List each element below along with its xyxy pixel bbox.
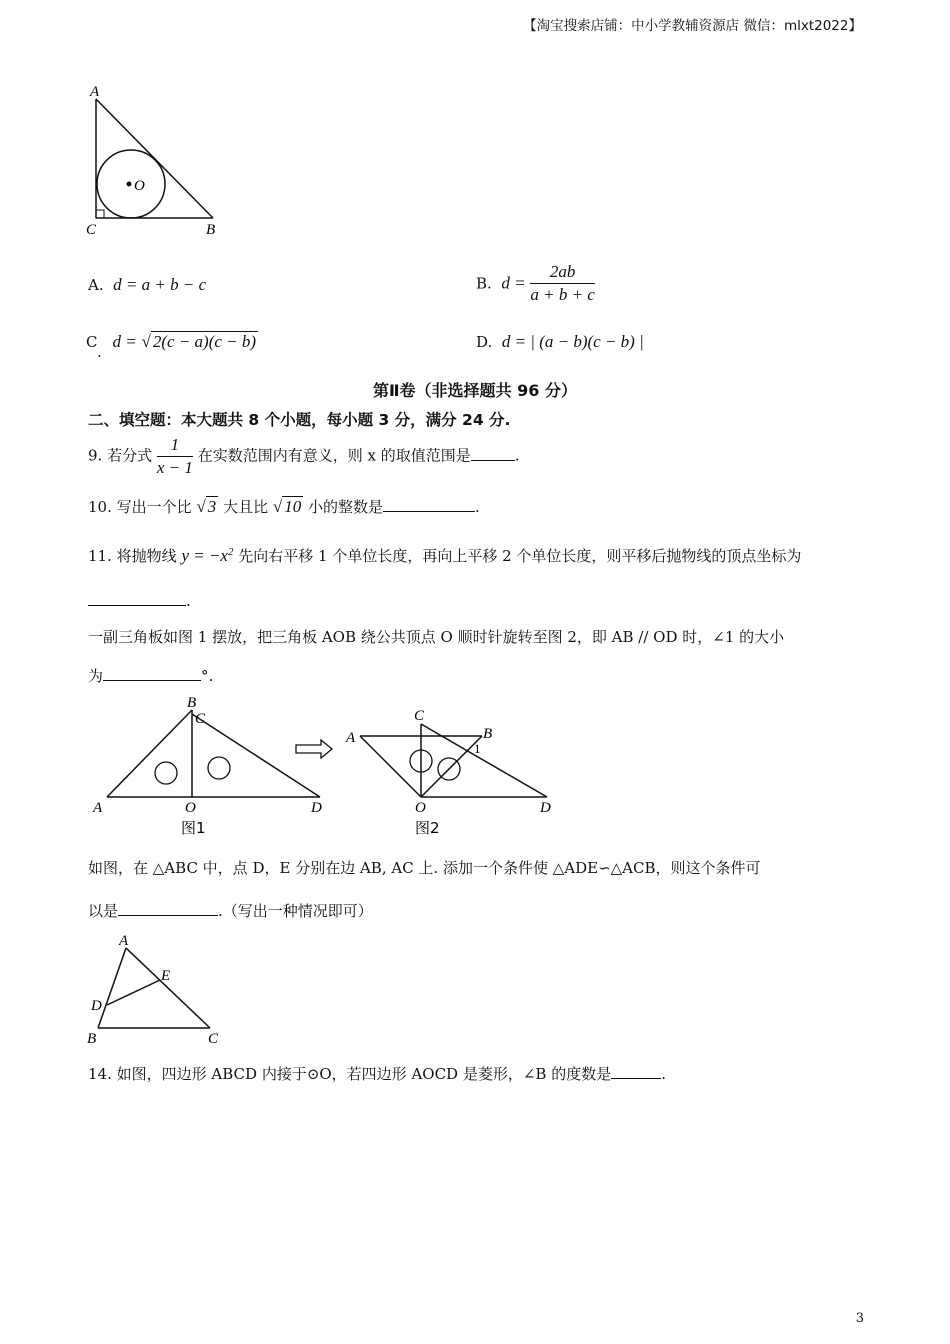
f2-label-b: B: [483, 726, 493, 742]
f1-label-a: A: [93, 800, 103, 816]
answer-blank[interactable]: [383, 496, 475, 512]
label-c: C: [86, 222, 97, 238]
answer-blank[interactable]: [611, 1063, 661, 1079]
option-d: D. d = | (a − b)(c − b) |: [476, 332, 644, 351]
f1-label-o: O: [185, 800, 196, 816]
answer-blank[interactable]: [88, 590, 186, 606]
part-title: 第Ⅱ卷（非选择题共 96 分）: [373, 381, 577, 400]
label-a: A: [90, 84, 100, 100]
set-square-figures: [85, 690, 575, 842]
question-11-answer: .: [88, 590, 191, 610]
question-12-line2: 为 °.: [88, 667, 214, 685]
f2-label-1: 1: [474, 741, 481, 756]
answer-blank[interactable]: [103, 665, 201, 681]
f2-label-d: D: [540, 800, 551, 816]
f2-label-c: C: [414, 708, 425, 724]
f13-label-a: A: [119, 933, 129, 949]
center-dot: [127, 182, 132, 187]
question-14: 14. 如图，四边形 ABCD 内接于⊙O，若四边形 AOCD 是菱形，∠B 的度数是 .: [88, 1065, 666, 1083]
option-a: A. d = a + b − c: [88, 275, 207, 294]
question-13-line1: 如图，在 △ABC 中，点 D，E 分别在边 AB, AC 上. 添加一个条件使 △ADE∽△ACB，则这个条件可: [88, 859, 761, 877]
option-b: B. d = $\frac{2ab}{a + b + c}$: [476, 262, 595, 304]
f1-caption: 图1: [181, 819, 206, 837]
answer-blank[interactable]: [471, 445, 515, 461]
f1-label-c: C: [195, 711, 206, 727]
arrow-icon: [296, 740, 332, 758]
question-12-line1: 一副三角板如图 1 摆放，把三角板 AOB 绕公共顶点 O 顺时针旋转至图 2，即 AB // OD 时，∠1 的大小: [88, 628, 785, 646]
label-o: O: [134, 178, 145, 194]
option-c: C. d = √ 2(c − a)(c − b): [86, 332, 257, 361]
section-title: 二、填空题：本大题共 8 个小题，每小题 3 分，满分 24 分.: [88, 411, 511, 429]
page-number: 3: [855, 1311, 864, 1326]
page-header: 【淘宝搜索店铺：中小学教辅资源店 微信：mlxt2022】: [523, 18, 862, 34]
f1-label-b: B: [187, 695, 197, 711]
f2-caption: 图2: [415, 819, 440, 837]
question-10: 10. 写出一个比 √ 3 大且比 √ 10 小的整数是 .: [88, 497, 480, 516]
f1-label-d: D: [311, 800, 322, 816]
f2-label-o: O: [415, 800, 426, 816]
right-angle-mark: [96, 210, 104, 218]
f13-label-e: E: [161, 968, 171, 984]
similar-triangle-figure: [82, 928, 242, 1050]
question-11: 11. 将抛物线 $y = -x^2$ 先向右平移 1 个单位长度，再向上平移 2 个单位长度，则平移后抛物线的顶点坐标为: [88, 546, 802, 565]
incircle-triangle-figure: [80, 80, 240, 245]
question-9: 9. 若分式 $\frac{1}{x - 1}$ 在实数范围内有意义，则 x 的取值范围是 .: [88, 435, 520, 477]
f13-label-c: C: [208, 1031, 219, 1047]
f13-label-b: B: [87, 1031, 97, 1047]
label-b: B: [206, 222, 216, 238]
f13-label-d: D: [91, 998, 102, 1014]
answer-blank[interactable]: [118, 900, 218, 916]
f2-label-a: A: [346, 730, 356, 746]
question-13-line2: 以是 .（写出一种情况即可）: [88, 902, 373, 920]
